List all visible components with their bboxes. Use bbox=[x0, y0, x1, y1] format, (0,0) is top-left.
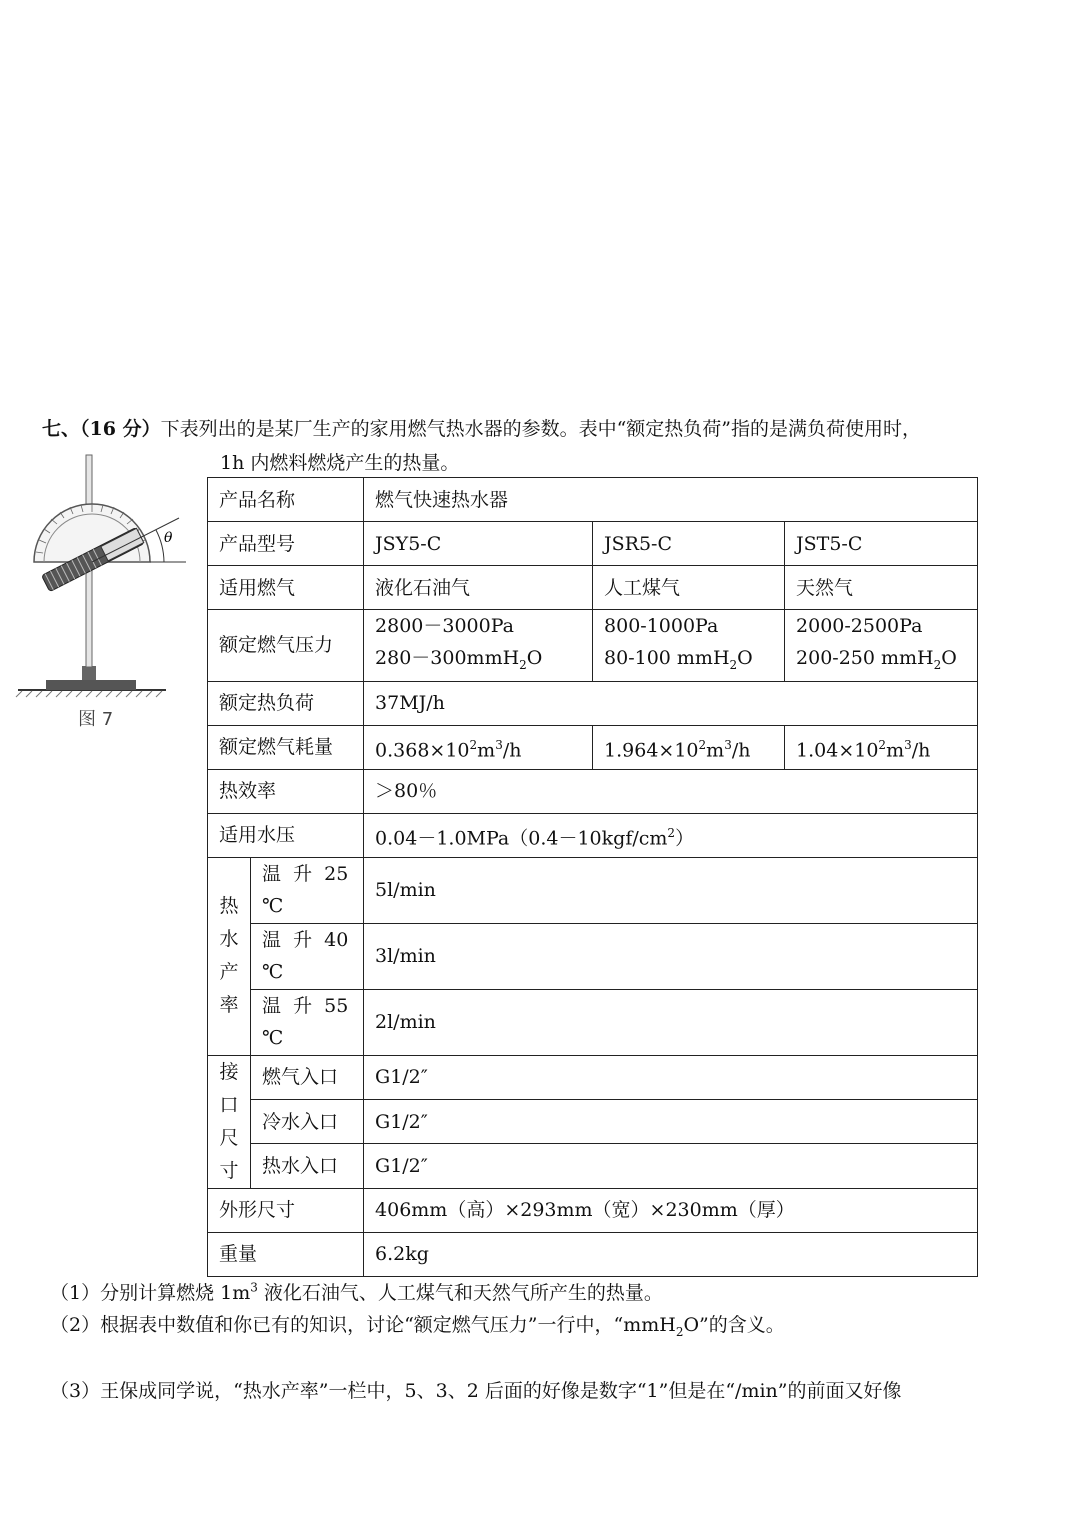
gas-pressure-cell: 2800－3000Pa 280－300mmH$_2$O bbox=[364, 610, 593, 682]
temp-rise-label: 温 升 55 ℃ bbox=[251, 989, 364, 1055]
model-cell: JSY5-C bbox=[364, 522, 593, 566]
efficiency-label: 热效率 bbox=[208, 769, 364, 813]
row-gas-pressure bbox=[208, 610, 978, 682]
hot-water-rate-value: 3l/min bbox=[364, 923, 978, 989]
model-label: 产品型号 bbox=[208, 522, 364, 566]
interface-value: G1/2″ bbox=[364, 1100, 978, 1144]
interface-size-label: 接 口 尺 寸 bbox=[208, 1055, 251, 1188]
product-name-value: 燃气快速热水器 bbox=[364, 478, 978, 522]
question-score: （16 分） bbox=[80, 418, 161, 440]
question-heading bbox=[42, 414, 921, 441]
question-intro: 下表列出的是某厂生产的家用燃气热水器的参数。表中“额定热负荷”指的是满负荷使用时， bbox=[160, 418, 922, 440]
water-pressure-label: 适用水压 bbox=[208, 813, 364, 857]
heat-load-label: 额定热负荷 bbox=[208, 681, 364, 725]
figure-caption: 图 7 bbox=[78, 709, 114, 730]
row-water-pressure bbox=[208, 813, 978, 857]
interface-label: 燃气入口 bbox=[251, 1055, 364, 1099]
weight-value: 6.2kg bbox=[364, 1232, 978, 1276]
angle-theta-label: θ bbox=[164, 530, 173, 546]
interface-value: G1/2″ bbox=[364, 1055, 978, 1099]
dimensions-value: 406mm（高）×293mm（宽）×230mm（厚） bbox=[364, 1188, 978, 1232]
subquestion-1: （1）分别计算燃烧 $1m^3$ 液化石油气、人工煤气和天然气所产生的热量。 bbox=[50, 1280, 663, 1304]
dimensions-label: 外形尺寸 bbox=[208, 1188, 364, 1232]
row-efficiency bbox=[208, 769, 978, 813]
product-name-label: 产品名称 bbox=[208, 478, 364, 522]
question-intro-continued: 1h 内燃料燃烧产生的热量。 bbox=[220, 452, 460, 474]
temp-rise-label: 温 升 25 ℃ bbox=[251, 857, 364, 923]
efficiency-value: ＞80％ bbox=[364, 769, 978, 813]
gas-type-cell: 天然气 bbox=[785, 566, 978, 610]
gas-consumption-label: 额定燃气耗量 bbox=[208, 725, 364, 769]
interface-label: 热水入口 bbox=[251, 1144, 364, 1188]
gas-pressure-label: 额定燃气压力 bbox=[208, 610, 364, 682]
row-gas-consumption bbox=[208, 725, 978, 769]
model-cell: JSR5-C bbox=[593, 522, 785, 566]
gas-pressure-cell: 2000-2500Pa 200-250 mmH$_2$O bbox=[785, 610, 978, 682]
heat-load-value: 37MJ/h bbox=[364, 681, 978, 725]
water-pressure-value: $0.04-1.0MPa(0.4-10kgf/cm^2)$ bbox=[364, 813, 978, 857]
row-interface bbox=[208, 1144, 978, 1188]
gas-type-label: 适用燃气 bbox=[208, 566, 364, 610]
hot-water-rate-label: 热 水 产 率 bbox=[208, 857, 251, 1055]
subquestion-2: （2）根据表中数值和你已有的知识，讨论“额定燃气压力”一行中，“mmH$_2$O”的含义。 bbox=[50, 1314, 785, 1339]
interface-label: 冷水入口 bbox=[251, 1100, 364, 1144]
temp-rise-label: 温 升 40 ℃ bbox=[251, 923, 364, 989]
weight-label: 重量 bbox=[208, 1232, 364, 1276]
row-interface bbox=[208, 1100, 978, 1144]
row-gas-type bbox=[208, 566, 978, 610]
row-hot-water-rate bbox=[208, 923, 978, 989]
gas-type-cell: 人工煤气 bbox=[593, 566, 785, 610]
hot-water-rate-value: 5l/min bbox=[364, 857, 978, 923]
row-weight bbox=[208, 1232, 978, 1276]
row-hot-water-rate bbox=[208, 989, 978, 1055]
question-number: 七、 bbox=[42, 418, 81, 440]
hot-water-rate-value: 2l/min bbox=[364, 989, 978, 1055]
spec-table bbox=[207, 477, 978, 1277]
gas-consumption-cell: $1.964\times 10^2m^3/h$ bbox=[593, 725, 785, 769]
interface-value: G1/2″ bbox=[364, 1144, 978, 1188]
gas-type-cell: 液化石油气 bbox=[364, 566, 593, 610]
row-interface bbox=[208, 1055, 978, 1099]
gas-consumption-cell: $0.368\times 10^2m^3/h$ bbox=[364, 725, 593, 769]
row-hot-water-rate bbox=[208, 857, 978, 923]
subquestion-3: （3）王保成同学说，“热水产率”一栏中，5、3、2 后面的好像是数字“1”但是在“/min”的前面又好像 bbox=[50, 1380, 902, 1402]
row-product-name bbox=[208, 478, 978, 522]
row-model bbox=[208, 522, 978, 566]
row-heat-load bbox=[208, 681, 978, 725]
figure-7-diagram bbox=[14, 450, 194, 730]
model-cell: JST5-C bbox=[785, 522, 978, 566]
row-dimensions bbox=[208, 1188, 978, 1232]
gas-consumption-cell: $1.04\times 10^2m^3/h$ bbox=[785, 725, 978, 769]
gas-pressure-cell: 800-1000Pa 80-100 mmH$_2$O bbox=[593, 610, 785, 682]
